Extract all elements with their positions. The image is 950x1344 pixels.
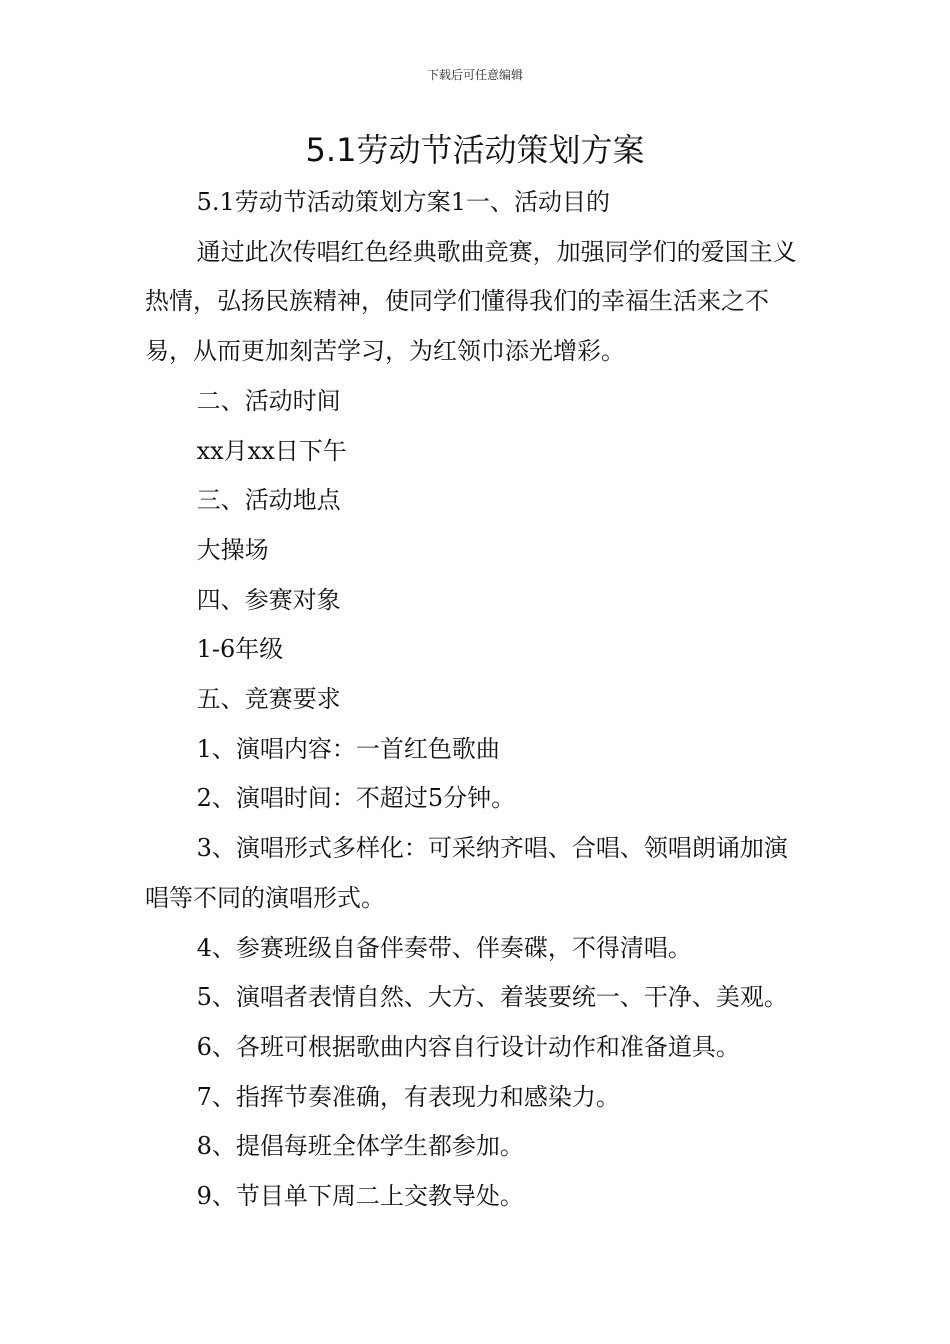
paragraph: 9、节目单下周二上交教导处。 [196,1182,524,1211]
paragraph: 三、活动地点 [196,486,341,515]
document-body [145,178,810,1222]
paragraph: 五、竞赛要求 [196,685,341,714]
paragraph: 1-6年级 [196,635,284,664]
document-title: 5.1劳动节活动策划方案 [305,131,645,169]
paragraph: 通过此次传唱红色经典歌曲竞赛，加强同学们的爱国主义热情，弘扬民族精神，使同学们懂得我们的幸福生活来之不易，从而更加刻苦学习，为红领巾添光增彩。 [145,237,797,366]
paragraph: 4、参赛班级自备伴奏带、伴奏碟，不得清唱。 [196,933,692,962]
paragraph: 2、演唱时间：不超过5分钟。 [196,784,516,813]
paragraph: 四、参赛对象 [196,585,341,614]
paragraph: 大操场 [196,535,269,564]
paragraph: xx月xx日下午 [196,436,347,465]
paragraph: 二、活动时间 [196,386,341,415]
paragraph: 6、各班可根据歌曲内容自行设计动作和准备道具。 [196,1032,740,1061]
paragraph: 5、演唱者表情自然、大方、着装要统一、干净、美观。 [196,983,788,1012]
paragraph: 3、演唱形式多样化：可采纳齐唱、合唱、领唱朗诵加演唱等不同的演唱形式。 [145,834,788,912]
paragraph: 8、提倡每班全体学生都参加。 [196,1132,524,1161]
paragraph: 1、演唱内容：一首红色歌曲 [196,734,500,763]
page-header-note: 下载后可任意编辑 [426,68,523,82]
paragraph: 5.1劳动节活动策划方案1一、活动目的 [196,188,611,216]
paragraph: 7、指挥节奏准确，有表现力和感染力。 [196,1082,620,1111]
